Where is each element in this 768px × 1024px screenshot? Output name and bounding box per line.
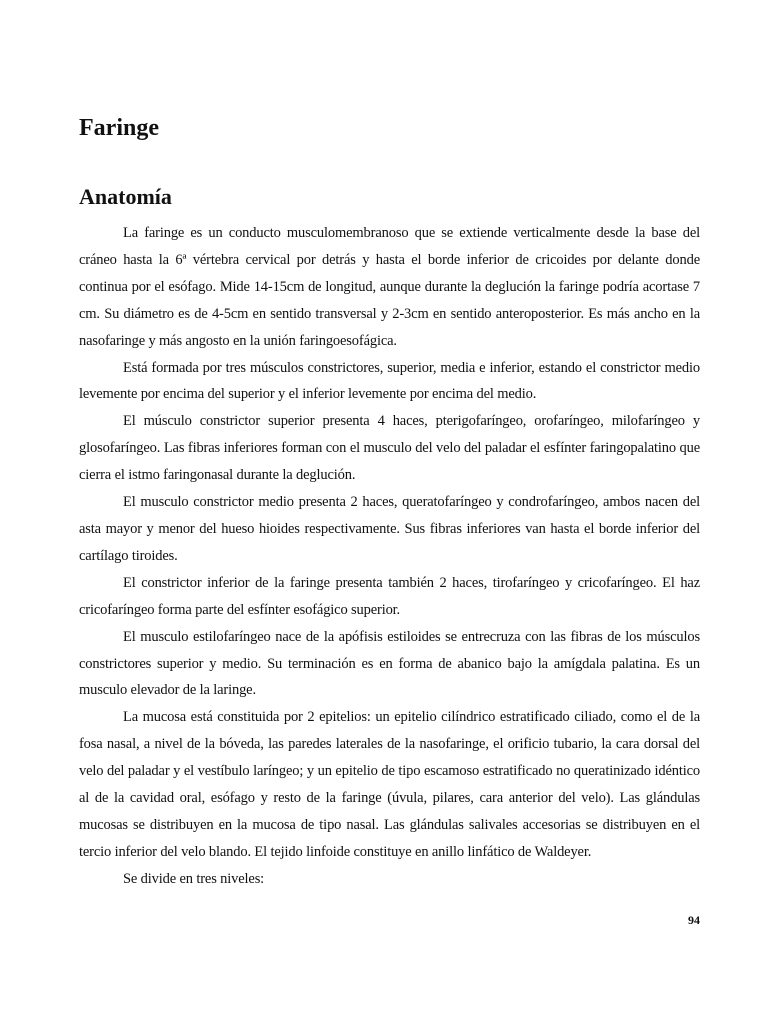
paragraph: El músculo constrictor superior presenta 4 haces, pterigofaríngeo, orofaríngeo, milofaríngeo y glosofaríngeo. Las fibras inferiores forman con el musculo del velo del paladar el esfínter faringopalatino que cierra el istmo faringonasal durante la deglución. [79,413,700,484]
paragraph: La mucosa está constituida por 2 epitelios: un epitelio cilíndrico estratificado ciliado, como el de la fosa nasal, a nivel de la bóveda, las paredes laterales de la nasofaringe, el orificio tubario, la cara dorsal del velo del paladar y el vestíbulo laríngeo; y un epitelio de tipo escamoso estratificado no queratinizado idéntico al de la cavidad oral, esófago y resto de la faringe (úvula, pilares, cara anterior del velo). Las glándulas mucosas se distribuyen en la mucosa de tipo nasal. Las glándulas salivales accesorias se distribuyen en el tercio inferior del velo blando. El tejido linfoide constituye en anillo linfático de Waldeyer. [79,709,700,860]
paragraph: Está formada por tres músculos constrictores, superior, media e inferior, estando el constrictor medio levemente por encima del superior y el inferior levemente por encima del medio. [79,359,700,403]
paragraph: El musculo constrictor medio presenta 2 haces, queratofaríngeo y condrofaríngeo, ambos nacen del asta mayor y menor del hueso hioides respectivamente. Sus fibras inferiores van hasta el borde inferior del cartílago tiroides. [79,494,700,564]
paragraph: El musculo estilofaríngeo nace de la apófisis estiloides se entrecruza con las fibras de los músculos constrictores superior y medio. Su terminación es en forma de abanico bajo la amígdala palatina. Es un musculo elevador de la laringe. [79,628,700,699]
section-title: Anatomía [79,184,172,209]
paragraph: El constrictor inferior de la faringe presenta también 2 haces, tirofaríngeo y cricofaríngeo. El haz cricofaríngeo forma parte del esfínter esofágico superior. [79,574,700,618]
paragraph: Se divide en tres niveles: [123,870,265,887]
document-title: Faringe [79,115,159,141]
paragraph: La faringe es un conducto musculomembranoso que se extiende verticalmente desde la base del cráneo hasta la 6ª vértebra cervical por detrás y hasta el borde inferior de cricoides por delante donde continua por el esófago. Mide 14-15cm de longitud, aunque durante la deglución la faringe podría acortase 7 cm. Su diámetro es de 4-5cm en sentido transversal y 2-3cm en sentido anteroposterior. Es más ancho en la nasofaringe y más angosto en la unión faringoesofágica. [79,225,700,349]
page-number: 94 [688,913,700,927]
body-text [79,220,700,893]
